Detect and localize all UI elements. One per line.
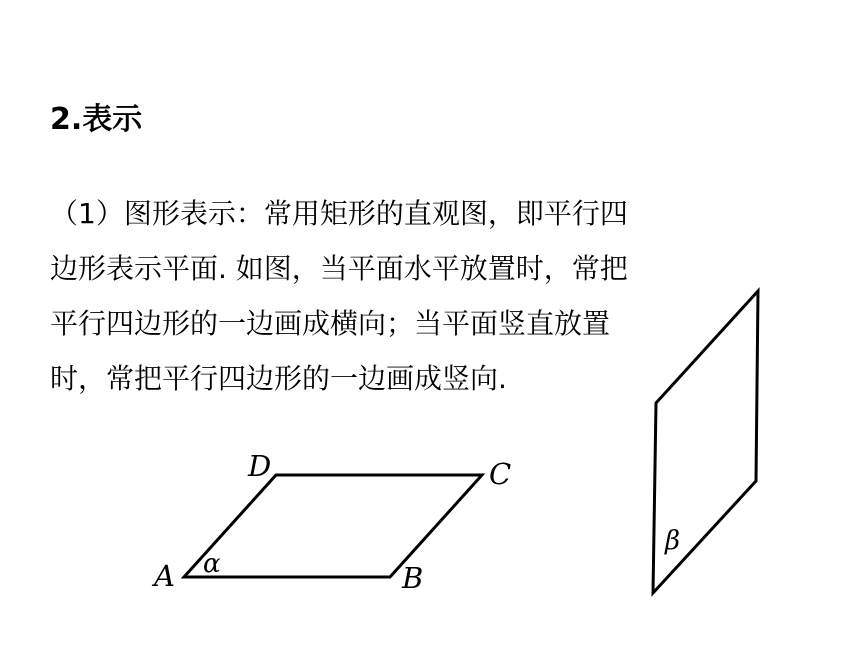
plane-label-alpha: α <box>203 549 221 579</box>
vertex-label-d: D <box>248 449 272 483</box>
body-paragraph <box>50 186 642 406</box>
paragraph-line: 时，常把平行四边形的一边画成竖向. <box>50 362 507 395</box>
horizontal-plane-drawing <box>140 440 530 610</box>
paragraph-line: （1）图形表示：常用矩形的直观图，即平行四 <box>50 197 628 230</box>
vertical-plane-drawing <box>640 285 770 600</box>
horizontal-parallelogram <box>184 475 482 577</box>
vertex-label-b: B <box>402 561 424 595</box>
vertex-label-a: A <box>154 559 175 593</box>
horizontal-plane-figure <box>140 440 530 610</box>
section-title: 2.表示 <box>50 102 143 137</box>
paragraph-line: 平行四边形的一边画成横向；当平面竖直放置 <box>50 307 611 340</box>
vertical-plane-figure <box>640 285 770 600</box>
plane-label-beta: β <box>665 526 681 556</box>
vertex-label-c: C <box>489 457 512 491</box>
paragraph-line: 边形表示平面. 如图，当平面水平放置时，常把 <box>50 252 628 285</box>
